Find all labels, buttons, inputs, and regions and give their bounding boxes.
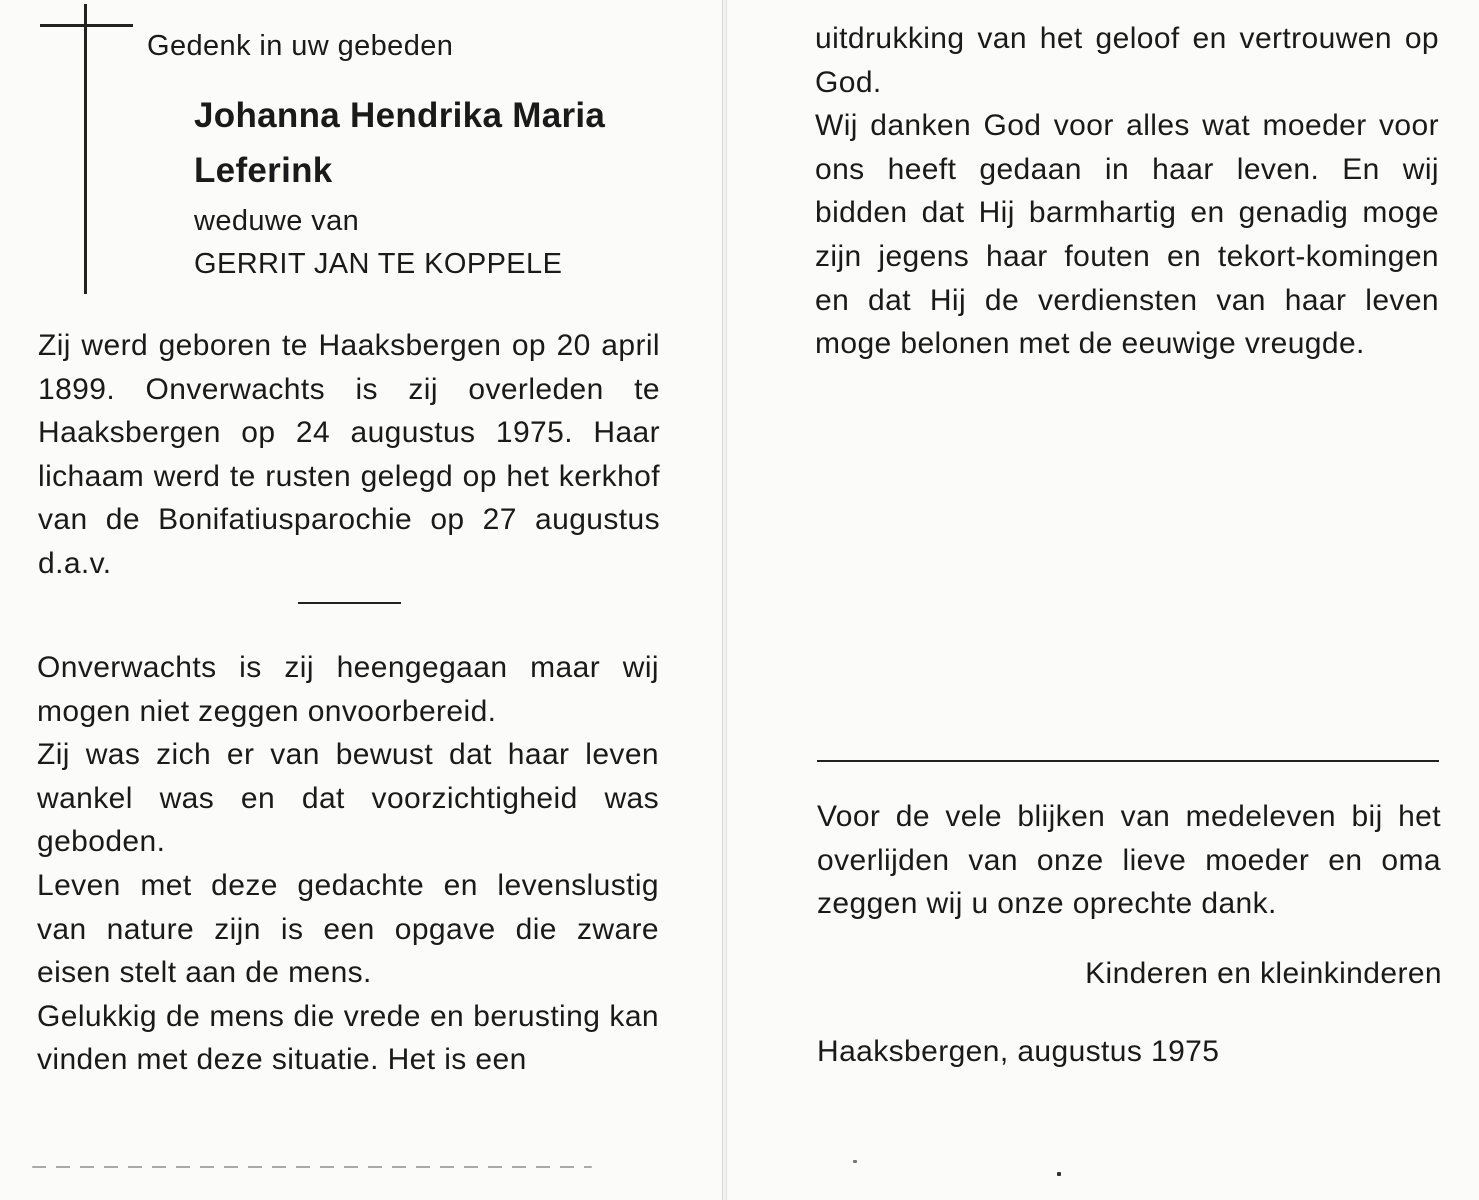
reflection-paragraph-4: Gelukkig de mens die vrede en berusting kan vinden met deze situatie. Het is een [37, 999, 659, 1077]
continuation-paragraph: uitdrukking van het geloof en vertrouwen op God. [815, 22, 1439, 99]
intro-text: Gedenk in uw gebeden [147, 30, 454, 62]
birth-paragraph: Zij werd geboren te Haaksbergen op 20 april 1899. Onverwachts is zij overleden te Haaksbergen op 24 augustus 1975. Haar lichaam werd te rusten gelegd op het kerkhof van de Bonifatiusparochie op 27 augustus d.a.v. [38, 329, 660, 580]
print-speck [32, 1166, 592, 1168]
signature: Kinderen en kleinkinderen [1085, 957, 1442, 990]
widow-block [194, 200, 562, 286]
spouse-name: GERRIT JAN TE KOPPELE [194, 248, 563, 280]
deceased-name [194, 88, 605, 198]
cross-icon [84, 4, 87, 294]
place-date: Haaksbergen, augustus 1975 [817, 1035, 1220, 1068]
left-page [0, 0, 723, 1200]
divider-long [817, 760, 1439, 762]
print-speck [1057, 1172, 1061, 1176]
thanks-paragraph: Voor de vele blijken van medeleven bij het overlijden van onze lieve moeder en oma zeggen wij u onze oprechte dank. [817, 800, 1441, 921]
reflection-text [37, 646, 659, 1082]
divider-short [298, 602, 401, 604]
reflection-paragraph-2: Zij was zich er van bewust dat haar leven wankel was en dat voorzichtigheid was geboden. [37, 738, 659, 859]
name-line-1: Johanna Hendrika Maria [194, 96, 606, 135]
continuation-text [815, 17, 1439, 366]
prayer-paragraph: Wij danken God voor alles wat moeder voor ons heeft gedaan in haar leven. En wij bidden dat Hij barmhartig en genadig moge zijn jegens haar fouten en tekort-komingen en dat Hij de verdiensten van haar leven moge belonen met de eeuwige vreugde. [815, 109, 1439, 361]
cross-bar [40, 24, 133, 27]
print-speck [853, 1160, 857, 1163]
name-line-2: Leferink [194, 151, 333, 190]
reflection-paragraph-1: Onverwachts is zij heengegaan maar wij mogen niet zeggen onvoorbereid. [37, 651, 659, 728]
right-page [726, 0, 1479, 1200]
widow-of-label: weduwe van [194, 205, 360, 237]
reflection-paragraph-3: Leven met deze gedachte en levenslustig van nature zijn is een opgave die zware eisen stelt aan de mens. [37, 868, 659, 990]
